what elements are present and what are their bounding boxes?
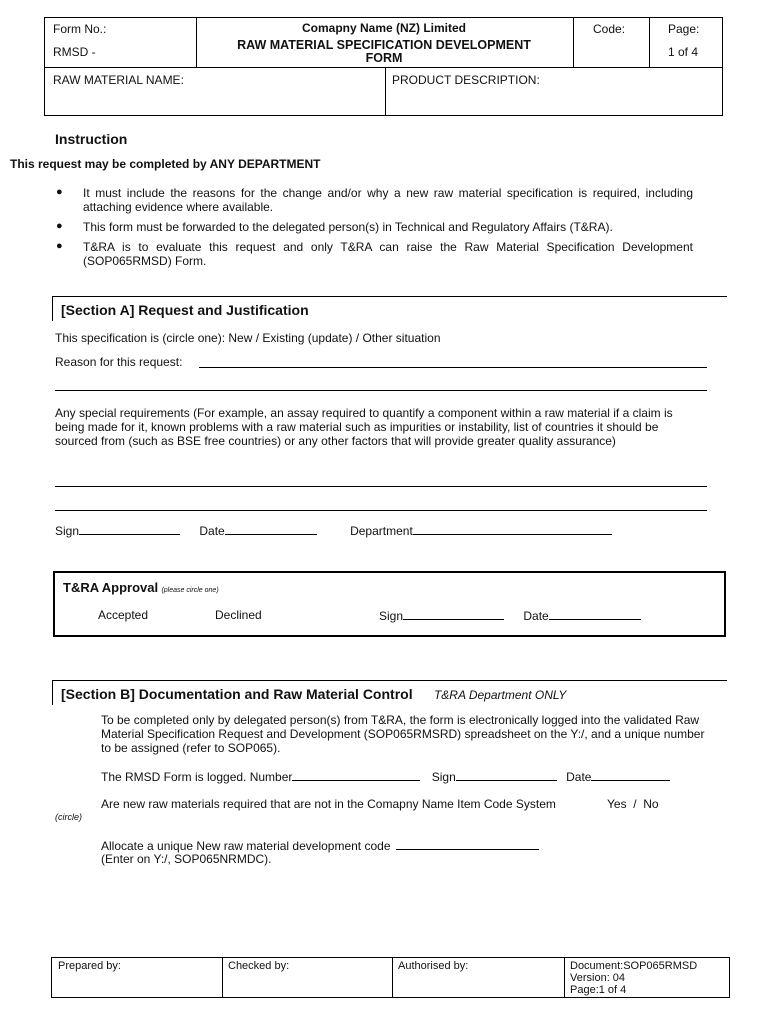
page-value: 1 of 4 (668, 45, 699, 59)
tra-approval-box (53, 571, 726, 637)
bullet-dot: ● (56, 186, 63, 198)
logged-sign-field[interactable] (456, 769, 557, 781)
prepared-by-label: Prepared by: (58, 960, 121, 972)
special-requirements-text: Any special requirements (For example, an assay required to quantify a component within a raw material if a claim is being made for it, known problems with a raw material such as impurities or instability, list of countries it should be sourced from (such as BSE free countries) or any other factors that will provide greater quality assurance) (55, 406, 673, 448)
allocate-code-field[interactable] (396, 838, 539, 850)
code-label: Code: (593, 22, 626, 36)
circle-note: (circle) (55, 812, 82, 822)
section-b-paragraph: To be completed only by delegated person(s) from T&RA, the form is electronically logged into the validated Raw Material Specification Request and Development (SOP065RMSRD) spreadsheet on the Y:/, and a unique number to be assigned (refer to SOP065). (101, 713, 705, 755)
raw-material-name-cell (44, 67, 386, 116)
date-field[interactable] (225, 523, 317, 535)
approval-date-label: Date (523, 609, 549, 623)
section-a-sign-row (55, 523, 612, 538)
header-title-cell (196, 17, 574, 68)
date-label: Date (199, 524, 225, 538)
allocate-label: Allocate a unique New raw material development code (101, 839, 391, 853)
reason-input-line-1[interactable] (199, 367, 707, 368)
footer-checked-cell (222, 957, 393, 998)
enter-on-note: (Enter on Y:/, SOP065NRMDC). (101, 852, 272, 866)
rmsd-logged-row (101, 769, 670, 784)
section-b-header (52, 680, 727, 705)
section-b-title-row (61, 686, 566, 702)
section-b-dept-only: T&RA Department ONLY (433, 688, 567, 702)
authorised-by-label: Authorised by: (398, 960, 469, 972)
allocate-row (101, 838, 539, 853)
bullet-dot: ● (56, 220, 63, 232)
department-label: Department (350, 524, 413, 538)
logged-sign-label: Sign (431, 770, 456, 784)
approval-sign-field[interactable] (403, 608, 504, 620)
special-req-input-line-2[interactable] (55, 510, 707, 511)
bullet-dot: ● (56, 240, 63, 252)
header-code-cell (573, 17, 650, 68)
logged-date-label: Date (566, 770, 592, 784)
sign-label: Sign (55, 524, 80, 538)
footer-page: Page:1 of 4 (570, 984, 627, 996)
section-a-header (52, 296, 727, 321)
approval-date-field[interactable] (549, 608, 641, 620)
instruction-bullet-1: It must include the reasons for the change and/or why a new raw material specification is required, including attaching evidence where available. (83, 186, 693, 214)
product-description-label: PRODUCT DESCRIPTION: (392, 73, 540, 87)
raw-material-name-label: RAW MATERIAL NAME: (53, 73, 184, 87)
spec-type-line: This specification is (circle one): New / Existing (update) / Other situation (55, 331, 441, 345)
form-title-line2: FORM (365, 51, 403, 65)
instruction-heading: Instruction (55, 131, 128, 147)
declined-option[interactable]: Declined (215, 608, 262, 622)
logged-number-label: The RMSD Form is logged. Number (101, 770, 293, 784)
instruction-subheading: This request may be completed by ANY DEPARTMENT (10, 157, 321, 171)
approval-sign-label: Sign (379, 609, 404, 623)
footer-document-id: Document:SOP065RMSD (570, 960, 698, 972)
reason-label: Reason for this request: (55, 355, 183, 369)
footer-authorised-cell (392, 957, 565, 998)
section-a-title: [Section A] Request and Justification (61, 302, 309, 318)
footer-prepared-cell (51, 957, 223, 998)
form-no-value: RMSD - (53, 45, 96, 59)
tra-approval-title: T&RA Approval (63, 580, 159, 595)
reason-input-line-2[interactable] (55, 390, 707, 391)
instruction-bullet-2: This form must be forwarded to the delegated person(s) in Technical and Regulatory Affairs (T&RA). (83, 220, 613, 234)
logged-date-field[interactable] (591, 769, 670, 781)
department-field[interactable] (413, 523, 612, 535)
page-label: Page: (668, 22, 700, 36)
footer-document-cell (564, 957, 730, 998)
header-form-no-cell (44, 17, 197, 68)
approval-sign-row (379, 608, 641, 623)
logged-number-field[interactable] (292, 769, 420, 781)
instruction-bullet-3: T&RA is to evaluate this request and only T&RA can raise the Raw Material Specification Development (SOP065RMSD) Form. (83, 240, 693, 268)
checked-by-label: Checked by: (228, 960, 290, 972)
product-description-cell (385, 67, 723, 116)
sign-field[interactable] (79, 523, 180, 535)
new-rm-question: Are new raw materials required that are not in the Comapny Name Item Code System (101, 797, 556, 811)
header-page-cell (649, 17, 723, 68)
company-name: Comapny Name (NZ) Limited (301, 21, 466, 35)
form-no-label: Form No.: (53, 22, 107, 36)
tra-approval-note: (please circle one) (161, 587, 219, 594)
accepted-option[interactable]: Accepted (98, 608, 149, 622)
yes-no-option[interactable]: Yes / No (607, 797, 659, 811)
section-b-title: [Section B] Documentation and Raw Material Control (61, 686, 413, 702)
form-title-line1: RAW MATERIAL SPECIFICATION DEVELOPMENT (237, 38, 531, 52)
footer-version: Version: 04 (570, 972, 626, 984)
special-req-input-line-1[interactable] (55, 486, 707, 487)
tra-approval-title-row (63, 580, 219, 595)
